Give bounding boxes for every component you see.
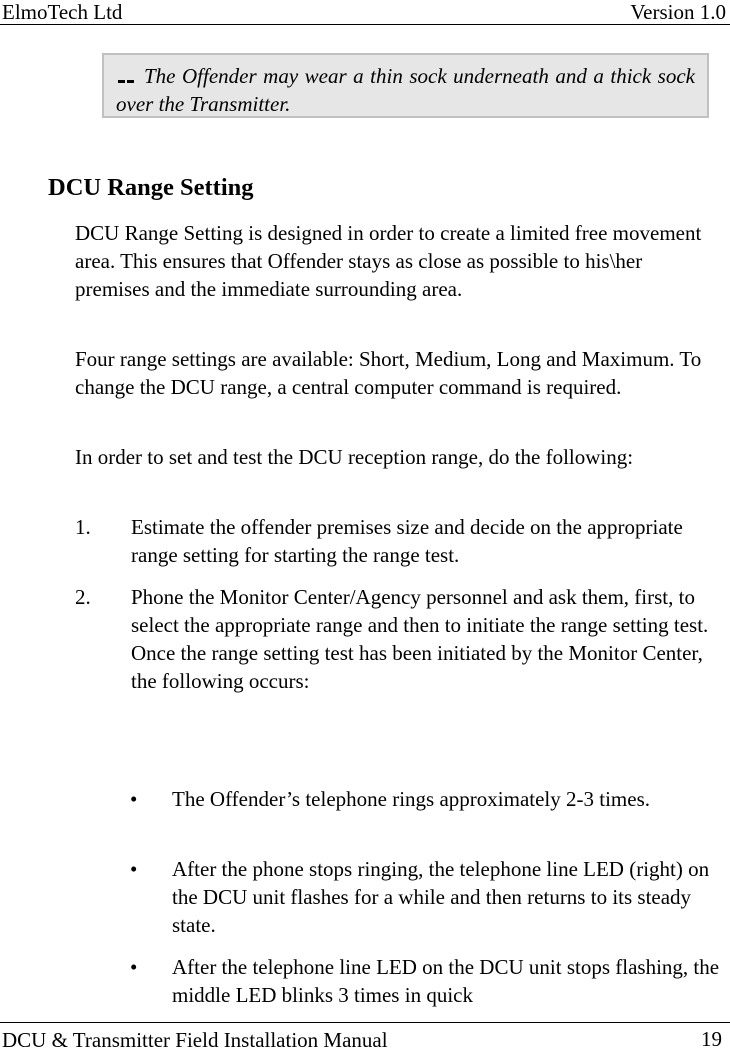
paragraph-procedure-intro: In order to set and test the DCU reception range, do the following: bbox=[75, 445, 634, 469]
section-title: DCU Range Setting bbox=[48, 174, 254, 201]
step-text: Estimate the offender premises size and decide on the appropriate range setting for starting the range test. bbox=[131, 515, 683, 567]
note-icon bbox=[116, 71, 136, 85]
header-version: Version 1.0 bbox=[630, 0, 726, 24]
bullet-icon: • bbox=[130, 787, 138, 811]
note-box bbox=[102, 53, 709, 118]
footer-rule bbox=[0, 1022, 730, 1023]
step-number: 2. bbox=[75, 585, 91, 609]
note-text: The Offender may wear a thin sock underneath and a thick sock over the Transmitter. bbox=[116, 64, 695, 116]
page-number: 19 bbox=[701, 1027, 722, 1051]
step-text: Phone the Monitor Center/Agency personnel and ask them, first, to select the appropriate range and then to initiate the range setting test. Once the range setting test has been initiated by the Monitor Center, the following occurs: bbox=[131, 585, 709, 693]
header-company: ElmoTech Ltd bbox=[2, 0, 123, 24]
footer-title: DCU & Transmitter Field Installation Manual bbox=[2, 1028, 388, 1052]
bullet-item: After the phone stops ringing, the telephone line LED (right) on the DCU unit flashes for a while and then returns to its steady state. bbox=[172, 857, 710, 937]
bullet-icon: • bbox=[130, 955, 138, 979]
bullet-item: The Offender’s telephone rings approximately 2-3 times. bbox=[172, 787, 651, 811]
paragraph-range-options: Four range settings are available: Short, Medium, Long and Maximum. To change the DCU range, a central computer command is required. bbox=[75, 347, 702, 399]
paragraph-intro: DCU Range Setting is designed in order to create a limited free movement area. This ensures that Offender stays as close as possible to his\her premises and the immediate surrounding area. bbox=[75, 221, 702, 301]
bullet-icon: • bbox=[130, 857, 138, 881]
header-rule bbox=[0, 24, 730, 25]
step-number: 1. bbox=[75, 515, 91, 539]
bullet-item: After the telephone line LED on the DCU unit stops flashing, the middle LED blinks 3 times in quick bbox=[172, 955, 720, 1007]
